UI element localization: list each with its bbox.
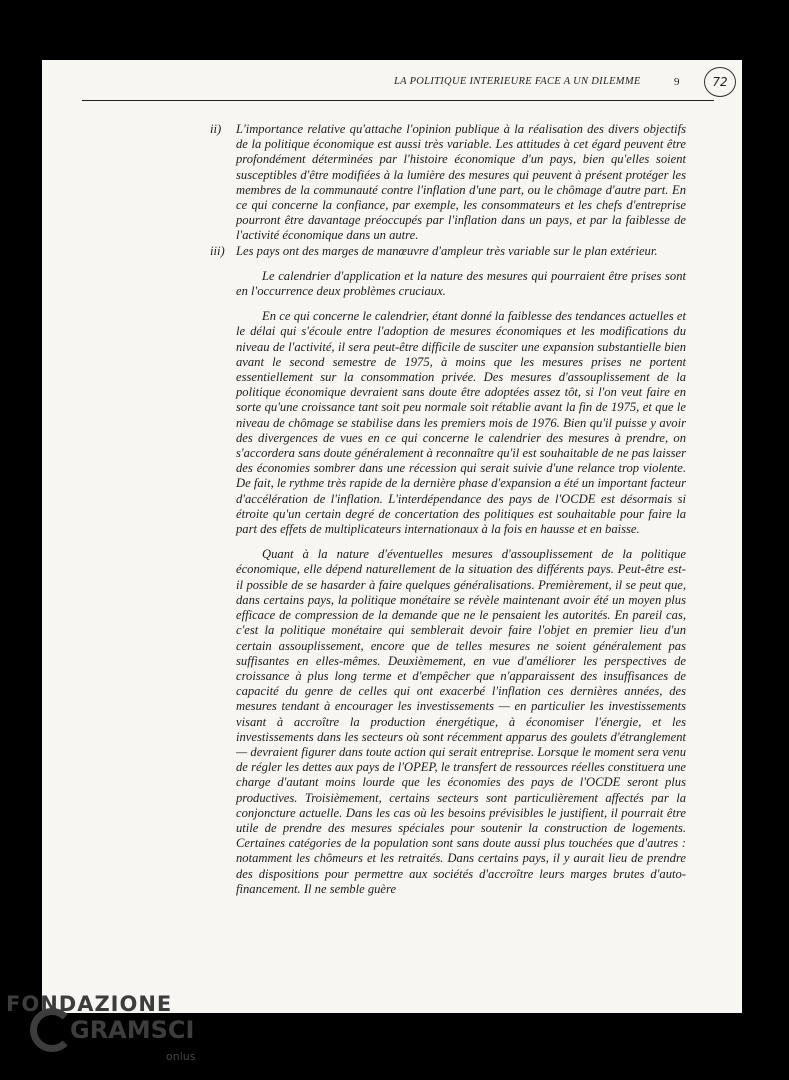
handwritten-page-stamp: 72 bbox=[704, 67, 736, 97]
list-item-iii bbox=[210, 243, 686, 259]
watermark-gramsci: GRAMSCI bbox=[70, 1016, 195, 1044]
watermark-fondazione: FONDAZIONE bbox=[6, 992, 173, 1016]
running-title: LA POLITIQUE INTERIEURE FACE A UN DILEMME bbox=[394, 76, 641, 87]
list-item-text: Les pays ont des marges de manœuvre d'ampleur très variable sur le plan extérieur. bbox=[236, 243, 658, 258]
fondazione-gramsci-watermark bbox=[6, 992, 206, 1080]
paragraph-intro: Le calendrier d'application et la nature des mesures qui pourraient être prises sont en l'occurrence deux problèmes cruciaux. bbox=[236, 268, 686, 299]
page-number: 9 bbox=[674, 76, 680, 88]
body-text bbox=[210, 122, 686, 907]
list-item-number: ii) bbox=[210, 122, 222, 136]
header-rule bbox=[82, 100, 714, 101]
watermark-onlus: onlus bbox=[166, 1050, 196, 1063]
document-page bbox=[42, 60, 742, 1013]
list-item-ii bbox=[210, 122, 686, 244]
paragraph-nature-mesures: Quant à la nature d'éventuelles mesures d'assouplissement de la politique économique, elle dépend naturellement de la situation des différents pays. Peut-être est-il possible de se hasarder à faire quelques généralisations. Premièrement, il se peut que, dans certains pays, la politique monétaire se révèle maintenant avoir été un moyen plus efficace de compression de la demande que ne le pensaient les autorités. En pareil cas, c'est la politique monétaire qui semblerait devoir faire l'objet en premier lieu d'un certain assouplissement, encore que de telles mesures ne soient généralement pas suffisantes en elles-mêmes. Deuxièmement, en vue d'améliorer les perspectives de croissance à plus long terme et d'empêcher que n'apparaissent des insuffisances de capacité du genre de celles qui ont exacerbé l'inflation ces dernières années, des mesures tendant à encourager les investissements — en particulier les investissements visant à accroître la production énergétique, à économiser l'énergie, et les investissements dans les secteurs où sont récemment apparus des goulets d'étranglement — devraient figurer dans toute action qui serait entreprise. Lorsque le moment sera venu de régler les dettes aux pays de l'OPEP, le transfert de ressources réelles constituera une charge d'autant moins lourde que les économies des pays de l'OCDE seront plus productives. Troisièmement, certains secteurs sont particulièrement affectés par la conjoncture actuelle. Dans les cas où les besoins prévisibles le justifient, il pourrait être utile de prendre des mesures spéciales pour soutenir la construction de logements. Certaines catégories de la population sont sans doute aussi plus touchées que d'autres : notamment les chômeurs et les retraités. Dans certains pays, il y aurait lieu de prendre des dispositions pour permettre aux sociétés d'accroître leurs marges brutes d'auto-financement. Il ne semble guère bbox=[236, 547, 686, 896]
paragraph-calendrier: En ce qui concerne le calendrier, étant donné la faiblesse des tendances actuelles et le délai qui s'écoule entre l'adoption de mesures économiques et les modifications du niveau de l'activité, il sera peut-être difficile de susciter une expansion substantielle bien avant le second semestre de 1975, à moins que les mesures prises ne portent essentiellement sur la consommation privée. Des mesures d'assouplissement de la politique économique devraient sans doute être adoptées assez tôt, si l'on veut faire en sorte qu'une croissance tant soit peu normale soit rétablie avant la fin de 1975, et que le niveau de chômage se stabilise dans les premiers mois de 1976. Bien qu'il puisse y avoir des divergences de vues en ce qui concerne le calendrier des mesures à prendre, on s'accordera sans doute généralement à reconnaître qu'il est souhaitable de ne pas laisser des économies sombrer dans une récession qui serait suivie d'une relance trop violente. De fait, le rythme très rapide de la dernière phase d'expansion a été un important facteur d'accélération de l'inflation. L'interdépendance des pays de l'OCDE est désormais si étroite qu'un certain degré de concertation des politiques est souhaitable pour faire la part des effets de multiplicateurs internationaux à la fois en hausse et en baisse. bbox=[236, 309, 686, 537]
list-item-number: iii) bbox=[210, 243, 225, 258]
list-item-text: L'importance relative qu'attache l'opinion publique à la réalisation des divers objectifs de la politique économique est aussi très variable. Les attitudes à cet égard peuvent être profondément déterminées par l'histoire économique d'un pays, bien qu'elles soient susceptibles d'être modifiées à la lumière des mesures qui peuvent à présent protéger les membres de la communauté contre l'inflation d'une part, ou le chômage d'autre part. En ce qui concerne la confiance, par exemple, les consommateurs et les chefs d'entreprise pourront être davantage préoccupés par l'inflation dans un pays, et par la faiblesse de l'activité économique dans un autre. bbox=[236, 122, 686, 243]
watermark-g-logo-icon bbox=[30, 1008, 74, 1052]
